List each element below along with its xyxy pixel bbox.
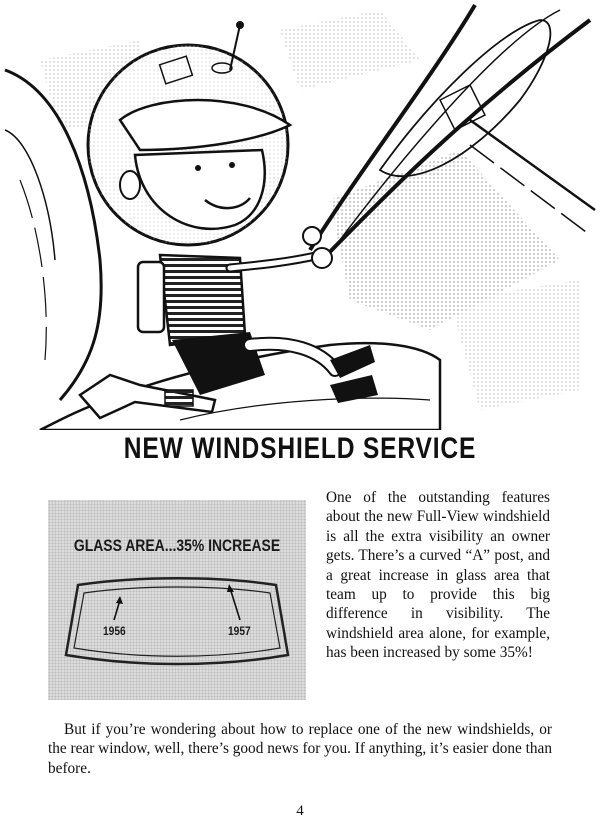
page-number: 4 (296, 803, 304, 819)
paragraph-replacement: But if you’re wondering about how to replace one of the new windshields, or the rear window, well, there’s good news for you. If anything, it’s easier done than before. (48, 721, 552, 777)
diagram-title: GLASS AREA...35% INCREASE (73, 536, 281, 555)
label-1956: 1956 (103, 624, 126, 638)
page-heading: NEW WINDSHIELD SERVICE (123, 432, 477, 465)
glass-area-diagram (48, 500, 306, 700)
arrow-1956 (114, 596, 123, 620)
paragraph-features: One of the outstanding features about the new Full-View windshield is all the extra visibility an owner gets. There’s a curved “A” post, and a great increase in glass area that team up to provide this big difference in visibility. The windshield area alone, for example, has been increased by some 35%! (326, 489, 550, 662)
windshield-outline (48, 500, 306, 700)
label-1957: 1957 (228, 624, 251, 638)
